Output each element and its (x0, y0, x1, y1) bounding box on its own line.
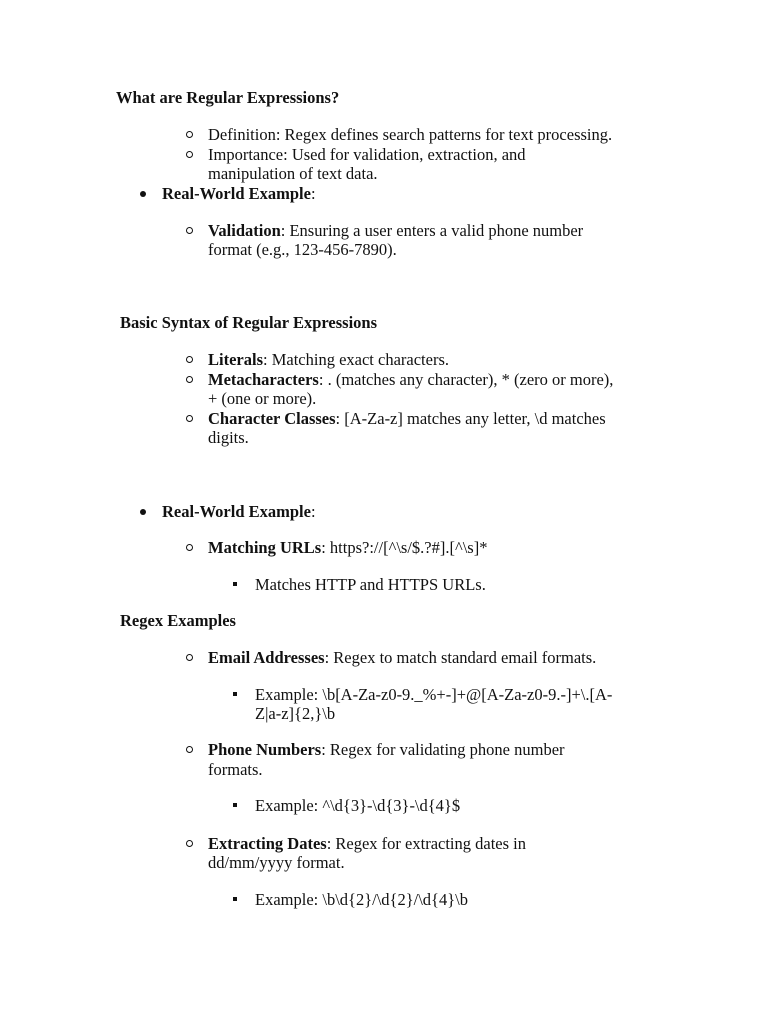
circle-bullet-icon (186, 376, 193, 383)
phone-item-cont: formats. (208, 760, 263, 779)
circle-bullet-icon (186, 131, 193, 138)
section-heading: What are Regular Expressions? (116, 88, 340, 107)
character-classes-item-cont: digits. (208, 428, 249, 447)
circle-bullet-icon (186, 356, 193, 363)
dates-item: Extracting Dates: Regex for extracting dates in (208, 834, 526, 853)
validation-item: Validation: Ensuring a user enters a valid phone number (208, 221, 584, 240)
literals-item: Literals: Matching exact characters. (208, 350, 449, 369)
metacharacters-item-cont: + (one or more). (208, 389, 317, 408)
section-heading: Basic Syntax of Regular Expressions (120, 313, 378, 332)
circle-bullet-icon (186, 746, 193, 753)
square-bullet-icon (233, 897, 237, 901)
phone-item: Phone Numbers: Regex for validating phone number (208, 740, 565, 759)
importance-text-cont: manipulation of text data. (208, 164, 378, 183)
circle-bullet-icon (186, 544, 193, 551)
circle-bullet-icon (186, 227, 193, 234)
example-heading: Real-World Example: (162, 184, 316, 203)
circle-bullet-icon (186, 415, 193, 422)
example-heading: Real-World Example: (162, 502, 316, 521)
validation-item-cont: format (e.g., 123-456-7890). (208, 240, 397, 259)
disc-bullet-icon (140, 191, 146, 197)
dates-item-cont: dd/mm/yyyy format. (208, 853, 345, 872)
email-example-cont: Z|a-z]{2,}\b (255, 704, 336, 723)
email-example: Example: \b[A-Za-z0-9._%+-]+@[A-Za-z0-9.-]+\.[A- (255, 685, 613, 704)
email-item: Email Addresses: Regex to match standard email formats. (208, 648, 597, 667)
character-classes-item: Character Classes: [A-Za-z] matches any letter, \d matches (208, 409, 606, 428)
matching-urls-item: Matching URLs: https?://[^\s/$.?#].[^\s]* (208, 538, 488, 557)
section-heading: Regex Examples (120, 611, 236, 630)
circle-bullet-icon (186, 151, 193, 158)
disc-bullet-icon (140, 509, 146, 515)
dates-example: Example: \b\d{2}/\d{2}/\d{4}\b (255, 890, 468, 909)
phone-example: Example: ^\d{3}-\d{3}-\d{4}$ (255, 796, 461, 815)
circle-bullet-icon (186, 840, 193, 847)
square-bullet-icon (233, 582, 237, 586)
definition-text: Definition: Regex defines search patterns for text processing. (208, 125, 613, 144)
circle-bullet-icon (186, 654, 193, 661)
square-bullet-icon (233, 803, 237, 807)
urls-note: Matches HTTP and HTTPS URLs. (255, 575, 486, 594)
square-bullet-icon (233, 692, 237, 696)
importance-text: Importance: Used for validation, extraction, and (208, 145, 526, 164)
metacharacters-item: Metacharacters: . (matches any character), * (zero or more), (208, 370, 614, 389)
